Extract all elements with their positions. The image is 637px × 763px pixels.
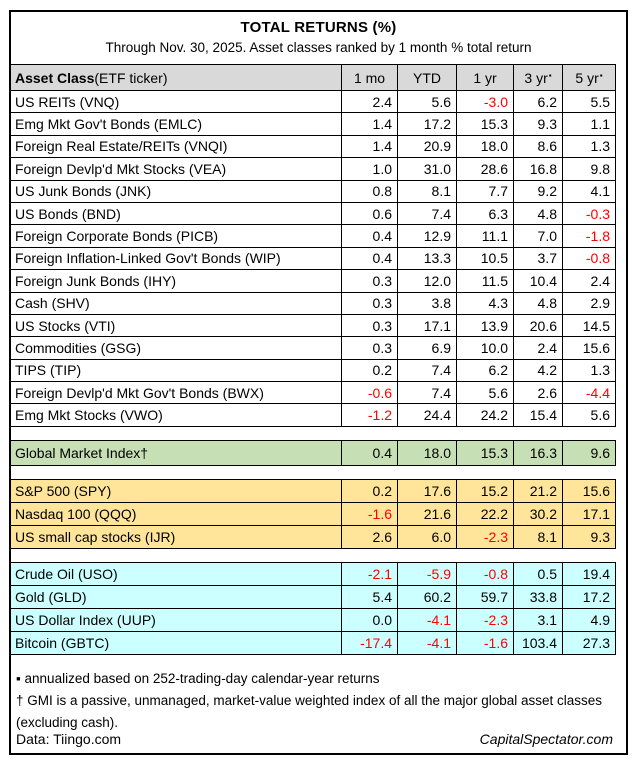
value-1yr: 10.5	[456, 248, 513, 269]
value-ytd: 18.0	[397, 441, 456, 465]
value-ytd: 12.0	[397, 270, 456, 291]
page-subtitle: Through Nov. 30, 2025. Asset classes ranked by 1 month % total return	[105, 40, 532, 55]
table-row	[11, 315, 615, 337]
asset-class-label: Global Market Index†	[15, 444, 149, 461]
value-5yr: 9.3	[562, 526, 615, 548]
value-1yr: 6.2	[456, 360, 513, 381]
asset-class-header-rest: (ETF ticker)	[94, 69, 168, 86]
asset-class-label: S&P 500 (SPY)	[15, 482, 112, 499]
value-3yr: 20.6	[513, 315, 562, 336]
asset-class-label: US Bonds (BND)	[15, 205, 121, 222]
value-1yr: -2.3	[456, 609, 513, 631]
data-source-label: Data: Tiingo.com	[16, 731, 122, 747]
value-1mo: -0.6	[341, 382, 397, 403]
value-ytd: 3.8	[397, 293, 456, 314]
value-1mo: 0.2	[341, 480, 397, 502]
value-1mo: 0.8	[341, 181, 397, 202]
value-3yr: 16.3	[513, 441, 562, 465]
asset-class-label: Emg Mkt Stocks (VWO)	[15, 407, 163, 424]
column-header-asset-class	[11, 65, 341, 90]
value-1mo: 2.6	[341, 526, 397, 548]
value-5yr: -0.8	[562, 248, 615, 269]
value-5yr: -4.4	[562, 382, 615, 403]
asset-class-label: US Dollar Index (UUP)	[15, 611, 156, 628]
asset-class-label: Emg Mkt Gov't Bonds (EMLC)	[15, 116, 203, 133]
value-5yr: 4.1	[562, 181, 615, 202]
asset-class-label: Nasdaq 100 (QQQ)	[15, 505, 137, 522]
value-1yr: 13.9	[456, 315, 513, 336]
value-5yr: 1.1	[562, 113, 615, 134]
value-ytd: 7.4	[397, 203, 456, 224]
value-1mo: 5.4	[341, 586, 397, 608]
table-row	[11, 270, 615, 292]
value-ytd: 12.9	[397, 225, 456, 246]
value-1yr: 59.7	[456, 586, 513, 608]
value-5yr: -0.3	[562, 203, 615, 224]
value-1mo: 1.4	[341, 136, 397, 157]
value-3yr: 9.2	[513, 181, 562, 202]
table-row	[11, 181, 615, 203]
value-1mo: 0.3	[341, 315, 397, 336]
value-ytd: 17.1	[397, 315, 456, 336]
table-row	[11, 113, 615, 135]
value-1yr: -1.6	[456, 632, 513, 654]
asset-class-label: US Stocks (VTI)	[15, 317, 116, 334]
value-ytd: 13.3	[397, 248, 456, 269]
value-1mo: 1.0	[341, 158, 397, 179]
us-benchmarks-table	[11, 479, 616, 549]
header-5yr-text: 5 yr	[575, 69, 599, 86]
value-5yr: 19.4	[562, 563, 615, 585]
asset-returns-table	[11, 64, 616, 427]
asset-class-label: Crude Oil (USO)	[15, 565, 118, 582]
footer	[16, 731, 613, 747]
value-3yr: 33.8	[513, 586, 562, 608]
value-3yr: 3.7	[513, 248, 562, 269]
value-3yr: 4.8	[513, 293, 562, 314]
value-5yr: 4.9	[562, 609, 615, 631]
asset-class-label: Foreign Junk Bonds (IHY)	[15, 272, 177, 289]
value-ytd: 8.1	[397, 181, 456, 202]
value-5yr: 14.5	[562, 315, 615, 336]
value-1yr: 24.2	[456, 404, 513, 425]
table-row	[11, 337, 615, 359]
value-1yr: 22.2	[456, 503, 513, 525]
table-row	[11, 404, 615, 426]
value-1mo: 0.3	[341, 293, 397, 314]
value-1yr: 7.7	[456, 181, 513, 202]
table-row	[11, 136, 615, 158]
value-1yr: 15.3	[456, 113, 513, 134]
report-frame	[9, 10, 628, 755]
table-row	[11, 360, 615, 382]
value-1mo: 0.2	[341, 360, 397, 381]
column-header-1mo: 1 mo	[341, 65, 397, 90]
value-1mo: -1.2	[341, 404, 397, 425]
value-1mo: -2.1	[341, 563, 397, 585]
value-5yr: 1.3	[562, 360, 615, 381]
value-3yr: 7.0	[513, 225, 562, 246]
value-3yr: 8.6	[513, 136, 562, 157]
value-5yr: 1.3	[562, 136, 615, 157]
table-row	[11, 480, 615, 503]
value-ytd: 6.0	[397, 526, 456, 548]
value-3yr: 2.6	[513, 382, 562, 403]
value-1mo: 0.4	[341, 441, 397, 465]
value-3yr: 0.5	[513, 563, 562, 585]
table-row	[11, 293, 615, 315]
value-3yr: 15.4	[513, 404, 562, 425]
page-title: TOTAL RETURNS (%)	[240, 19, 397, 36]
table-row	[11, 632, 615, 655]
value-ytd: -4.1	[397, 609, 456, 631]
value-5yr: 5.5	[562, 91, 615, 112]
asset-class-label: Foreign Devlp'd Mkt Gov't Bonds (BWX)	[15, 384, 264, 401]
value-1mo: 2.4	[341, 91, 397, 112]
column-header-ytd: YTD	[397, 65, 456, 90]
value-5yr: 27.3	[562, 632, 615, 654]
value-5yr: -1.8	[562, 225, 615, 246]
value-5yr: 2.4	[562, 270, 615, 291]
table-row	[11, 503, 615, 526]
value-1mo: 0.4	[341, 248, 397, 269]
table-row	[11, 382, 615, 404]
asset-class-label: Cash (SHV)	[15, 295, 90, 312]
value-ytd: 7.4	[397, 360, 456, 381]
table-row	[11, 225, 615, 247]
asset-class-label: Gold (GLD)	[15, 588, 87, 605]
value-5yr: 2.9	[562, 293, 615, 314]
value-1yr: 15.3	[456, 441, 513, 465]
asset-class-label: Foreign Corporate Bonds (PICB)	[15, 228, 219, 245]
table-row	[11, 203, 615, 225]
asset-class-label: US Junk Bonds (JNK)	[15, 183, 152, 200]
table-row	[11, 248, 615, 270]
value-1mo: 0.3	[341, 270, 397, 291]
value-3yr: 30.2	[513, 503, 562, 525]
table-row	[11, 526, 615, 549]
value-3yr: 21.2	[513, 480, 562, 502]
table-row	[11, 586, 615, 609]
value-5yr: 15.6	[562, 337, 615, 358]
value-ytd: -5.9	[397, 563, 456, 585]
value-3yr: 6.2	[513, 91, 562, 112]
value-ytd: 6.9	[397, 337, 456, 358]
column-header-3yr: 3 yr ▪	[513, 65, 562, 90]
table-row	[11, 91, 615, 113]
value-1yr: 18.0	[456, 136, 513, 157]
value-3yr: 3.1	[513, 609, 562, 631]
value-1yr: 6.3	[456, 203, 513, 224]
value-5yr: 9.6	[562, 441, 615, 465]
header-3yr-text: 3 yr	[524, 69, 548, 86]
value-3yr: 103.4	[513, 632, 562, 654]
table-row	[11, 563, 615, 586]
value-ytd: 24.4	[397, 404, 456, 425]
value-1yr: 11.5	[456, 270, 513, 291]
value-5yr: 17.1	[562, 503, 615, 525]
value-ytd: -4.1	[397, 632, 456, 654]
value-1mo: 1.4	[341, 113, 397, 134]
value-ytd: 7.4	[397, 382, 456, 403]
value-1yr: 4.3	[456, 293, 513, 314]
value-1yr: 10.0	[456, 337, 513, 358]
table-row	[11, 441, 615, 466]
value-1mo: -1.6	[341, 503, 397, 525]
value-3yr: 16.8	[513, 158, 562, 179]
value-1mo: 0.0	[341, 609, 397, 631]
value-1mo: 0.6	[341, 203, 397, 224]
value-3yr: 4.2	[513, 360, 562, 381]
value-1yr: 5.6	[456, 382, 513, 403]
value-3yr: 10.4	[513, 270, 562, 291]
value-ytd: 20.9	[397, 136, 456, 157]
table-row	[11, 609, 615, 632]
value-ytd: 60.2	[397, 586, 456, 608]
value-1mo: -17.4	[341, 632, 397, 654]
column-header-1yr: 1 yr	[456, 65, 513, 90]
global-market-index-table	[11, 440, 616, 466]
value-1mo: 0.3	[341, 337, 397, 358]
value-ytd: 21.6	[397, 503, 456, 525]
alternatives-table	[11, 562, 616, 655]
value-1mo: 0.4	[341, 225, 397, 246]
value-1yr: -3.0	[456, 91, 513, 112]
value-1yr: 11.1	[456, 225, 513, 246]
value-5yr: 17.2	[562, 586, 615, 608]
value-5yr: 15.6	[562, 480, 615, 502]
value-1yr: -0.8	[456, 563, 513, 585]
value-1yr: 28.6	[456, 158, 513, 179]
value-ytd: 17.2	[397, 113, 456, 134]
value-3yr: 8.1	[513, 526, 562, 548]
value-5yr: 9.8	[562, 158, 615, 179]
value-1yr: -2.3	[456, 526, 513, 548]
asset-class-label: US REITs (VNQ)	[15, 93, 120, 110]
table-header-row	[11, 65, 615, 91]
brand-label: CapitalSpectator.com	[479, 731, 613, 747]
value-3yr: 2.4	[513, 337, 562, 358]
asset-class-label: Foreign Devlp'd Mkt Stocks (VEA)	[15, 160, 227, 177]
asset-class-label: Commodities (GSG)	[15, 339, 142, 356]
column-header-5yr: 5 yr ▪	[562, 65, 615, 90]
value-3yr: 9.3	[513, 113, 562, 134]
footnotes	[11, 668, 626, 734]
asset-class-label: Foreign Real Estate/REITs (VNQI)	[15, 138, 228, 155]
value-1yr: 15.2	[456, 480, 513, 502]
table-row	[11, 158, 615, 180]
value-3yr: 4.8	[513, 203, 562, 224]
asset-class-header-bold: Asset Class	[15, 69, 95, 86]
value-ytd: 5.6	[397, 91, 456, 112]
value-ytd: 17.6	[397, 480, 456, 502]
asset-class-label: US small cap stocks (IJR)	[15, 528, 176, 545]
asset-class-label: Bitcoin (GBTC)	[15, 634, 110, 651]
footnote-gmi: † GMI is a passive, unmanaged, market-value weighted index of all the major global asset classes (excluding cash).	[16, 692, 603, 730]
footnote-annualized: ▪ annualized based on 252-trading-day calendar-year returns	[16, 670, 380, 686]
asset-class-label: Foreign Inflation-Linked Gov't Bonds (WIP)	[15, 250, 281, 267]
value-ytd: 31.0	[397, 158, 456, 179]
asset-class-label: TIPS (TIP)	[15, 362, 82, 379]
value-5yr: 5.6	[562, 404, 615, 425]
